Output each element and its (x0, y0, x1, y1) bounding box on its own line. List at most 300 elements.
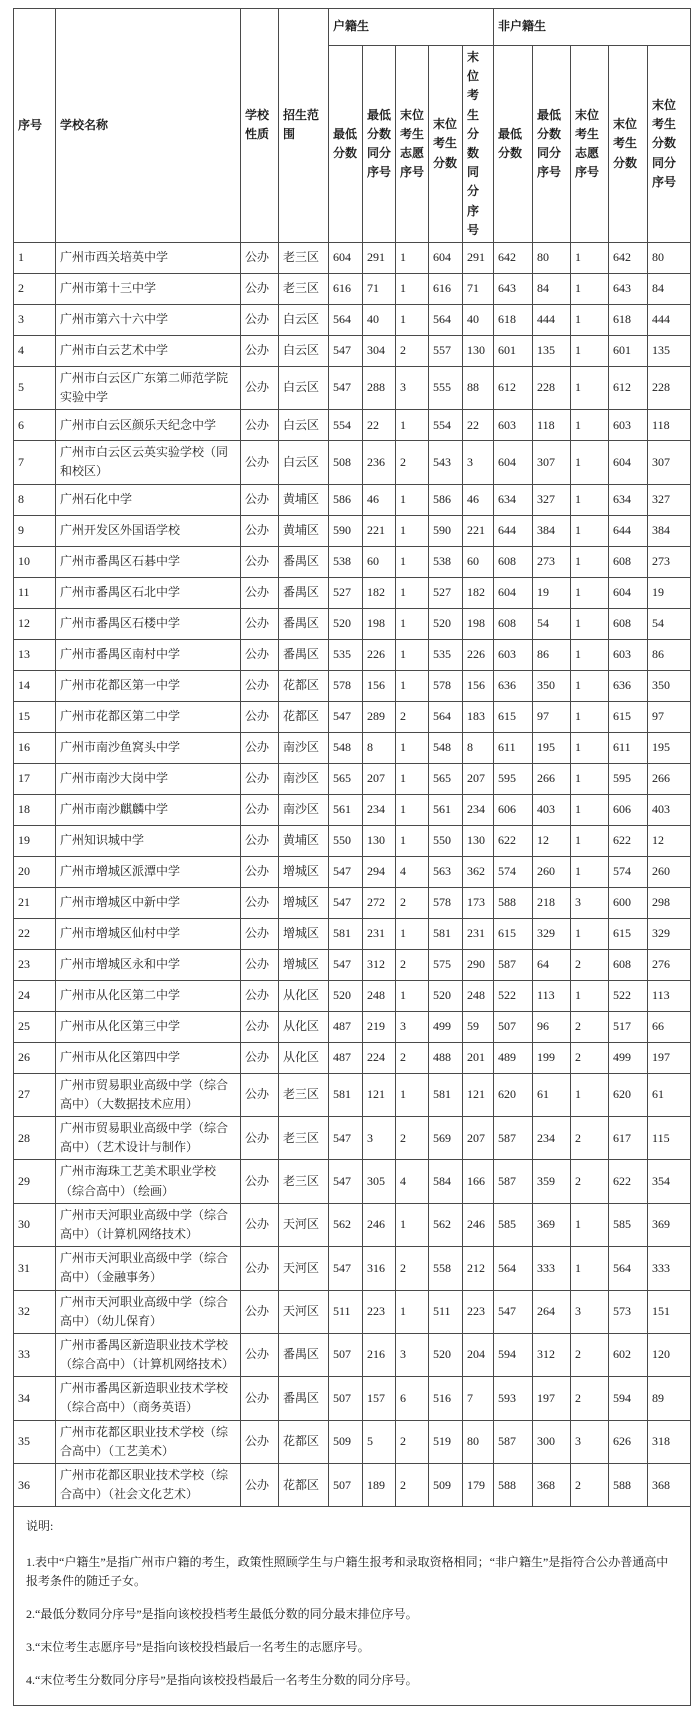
row-no-cell: 12 (14, 608, 56, 639)
school-name-cell: 广州市南沙麒麟中学 (56, 794, 241, 825)
score-cell: 616 (329, 273, 363, 304)
score-cell: 444 (533, 304, 571, 335)
school-nature-cell: 公办 (241, 1333, 279, 1376)
table-row (14, 980, 691, 1011)
score-cell: 1 (571, 918, 609, 949)
table-row (14, 732, 691, 763)
score-cell: 197 (533, 1377, 571, 1420)
school-name-cell: 广州市花都区第一中学 (56, 670, 241, 701)
score-cell: 616 (429, 273, 463, 304)
row-no-cell: 33 (14, 1333, 56, 1376)
score-cell: 80 (463, 1420, 494, 1463)
school-nature-cell: 公办 (241, 515, 279, 546)
row-no-cell: 7 (14, 441, 56, 484)
score-cell: 218 (533, 887, 571, 918)
score-cell: 118 (533, 410, 571, 441)
score-cell: 97 (648, 701, 691, 732)
score-cell: 564 (429, 304, 463, 335)
school-name-cell: 广州市番禺区石碁中学 (56, 546, 241, 577)
school-nature-cell: 公办 (241, 887, 279, 918)
score-cell: 135 (533, 335, 571, 366)
score-cell: 547 (329, 856, 363, 887)
school-nature-cell: 公办 (241, 1420, 279, 1463)
score-cell: 96 (533, 1011, 571, 1042)
enroll-scope-cell: 黄埔区 (279, 484, 329, 515)
school-name-cell: 广州市从化区第四中学 (56, 1042, 241, 1073)
score-cell: 403 (648, 794, 691, 825)
score-cell: 573 (609, 1290, 648, 1333)
score-cell: 60 (463, 546, 494, 577)
score-cell: 207 (463, 763, 494, 794)
score-cell: 593 (494, 1377, 533, 1420)
score-cell: 547 (329, 949, 363, 980)
score-cell: 135 (648, 335, 691, 366)
score-cell: 1 (396, 1073, 429, 1116)
score-cell: 644 (609, 515, 648, 546)
score-cell: 369 (648, 1203, 691, 1246)
score-cell: 604 (494, 441, 533, 484)
row-no-cell: 34 (14, 1377, 56, 1420)
table-row (14, 441, 691, 484)
score-cell: 1 (396, 273, 429, 304)
enroll-scope-cell: 增城区 (279, 949, 329, 980)
score-cell: 588 (609, 1464, 648, 1507)
score-cell: 369 (533, 1203, 571, 1246)
score-cell: 578 (429, 670, 463, 701)
score-cell: 113 (648, 980, 691, 1011)
enroll-scope-cell: 增城区 (279, 918, 329, 949)
enroll-scope-cell: 南沙区 (279, 732, 329, 763)
score-cell: 307 (648, 441, 691, 484)
enroll-scope-cell: 从化区 (279, 1042, 329, 1073)
score-cell: 61 (648, 1073, 691, 1116)
school-name-cell: 广州石化中学 (56, 484, 241, 515)
row-no-cell: 9 (14, 515, 56, 546)
score-cell: 578 (329, 670, 363, 701)
score-cell: 499 (609, 1042, 648, 1073)
enroll-scope-cell: 黄埔区 (279, 515, 329, 546)
score-cell: 590 (329, 515, 363, 546)
score-cell: 403 (533, 794, 571, 825)
score-cell: 1 (571, 732, 609, 763)
score-cell: 223 (363, 1290, 396, 1333)
score-cell: 1 (571, 273, 609, 304)
score-cell: 547 (329, 887, 363, 918)
score-cell: 608 (609, 608, 648, 639)
enroll-scope-cell: 花都区 (279, 1464, 329, 1507)
score-cell: 197 (648, 1042, 691, 1073)
score-cell: 12 (648, 825, 691, 856)
school-name-cell: 广州市贸易职业高级中学（综合高中）（艺术设计与制作） (56, 1117, 241, 1160)
score-cell: 509 (329, 1420, 363, 1463)
score-cell: 359 (533, 1160, 571, 1203)
score-cell: 2 (571, 1377, 609, 1420)
score-cell: 59 (463, 1011, 494, 1042)
row-no-cell: 36 (14, 1464, 56, 1507)
school-nature-cell: 公办 (241, 1290, 279, 1333)
score-cell: 89 (648, 1377, 691, 1420)
score-cell: 84 (533, 273, 571, 304)
score-cell: 617 (609, 1117, 648, 1160)
score-cell: 601 (609, 335, 648, 366)
score-cell: 236 (363, 441, 396, 484)
score-cell: 54 (533, 608, 571, 639)
row-no-cell: 8 (14, 484, 56, 515)
score-cell: 569 (429, 1117, 463, 1160)
row-no-cell: 32 (14, 1290, 56, 1333)
note-item-3: 3.“末位考生志愿序号”是指向该校投档最后一名考生的志愿序号。 (26, 1640, 370, 1655)
table-row (14, 1290, 691, 1333)
score-cell: 643 (609, 273, 648, 304)
score-cell: 120 (648, 1333, 691, 1376)
table-row (14, 484, 691, 515)
score-cell: 517 (609, 1011, 648, 1042)
score-cell: 626 (609, 1420, 648, 1463)
row-no-cell: 26 (14, 1042, 56, 1073)
score-cell: 97 (533, 701, 571, 732)
enroll-scope-cell: 花都区 (279, 701, 329, 732)
score-cell: 603 (494, 410, 533, 441)
table-row (14, 608, 691, 639)
score-cell: 594 (609, 1377, 648, 1420)
school-nature-cell: 公办 (241, 701, 279, 732)
score-cell: 603 (609, 410, 648, 441)
score-cell: 588 (494, 887, 533, 918)
score-cell: 198 (363, 608, 396, 639)
score-cell: 157 (363, 1377, 396, 1420)
score-cell: 620 (494, 1073, 533, 1116)
score-cell: 19 (648, 577, 691, 608)
score-cell: 234 (363, 794, 396, 825)
score-cell: 612 (494, 366, 533, 409)
enroll-scope-cell: 增城区 (279, 887, 329, 918)
score-cell: 266 (533, 763, 571, 794)
score-cell: 228 (533, 366, 571, 409)
score-cell: 604 (329, 242, 363, 273)
row-no-cell: 4 (14, 335, 56, 366)
table-footer (14, 1507, 691, 1705)
score-cell: 40 (363, 304, 396, 335)
score-cell: 608 (609, 546, 648, 577)
score-cell: 291 (463, 242, 494, 273)
score-cell: 290 (463, 949, 494, 980)
score-cell: 564 (329, 304, 363, 335)
score-cell: 1 (396, 515, 429, 546)
score-cell: 520 (329, 608, 363, 639)
score-cell: 522 (609, 980, 648, 1011)
score-cell: 3 (396, 1333, 429, 1376)
school-nature-cell: 公办 (241, 949, 279, 980)
score-cell: 511 (329, 1290, 363, 1333)
score-cell: 1 (396, 1203, 429, 1246)
enroll-scope-cell: 老三区 (279, 242, 329, 273)
score-cell: 557 (429, 335, 463, 366)
score-cell: 608 (494, 546, 533, 577)
school-nature-cell: 公办 (241, 1464, 279, 1507)
score-cell: 564 (609, 1247, 648, 1290)
score-cell: 1 (396, 546, 429, 577)
score-cell: 246 (363, 1203, 396, 1246)
score-cell: 516 (429, 1377, 463, 1420)
score-cell: 2 (396, 441, 429, 484)
score-cell: 1 (396, 639, 429, 670)
school-name-cell: 广州市增城区永和中学 (56, 949, 241, 980)
score-cell: 565 (429, 763, 463, 794)
score-cell: 511 (429, 1290, 463, 1333)
score-cell: 1 (396, 608, 429, 639)
score-cell: 2 (396, 701, 429, 732)
score-cell: 272 (363, 887, 396, 918)
score-cell: 198 (463, 608, 494, 639)
column-header-school-nature: 学校性质 (241, 9, 279, 243)
score-cell: 604 (494, 577, 533, 608)
table-row (14, 242, 691, 273)
score-cell: 2 (396, 1464, 429, 1507)
table-row (14, 1160, 691, 1203)
score-cell: 84 (648, 273, 691, 304)
score-cell: 612 (609, 366, 648, 409)
row-no-cell: 35 (14, 1420, 56, 1463)
score-cell: 350 (648, 670, 691, 701)
score-cell: 488 (429, 1042, 463, 1073)
enroll-scope-cell: 白云区 (279, 304, 329, 335)
score-cell: 305 (363, 1160, 396, 1203)
table-header (14, 9, 691, 243)
score-cell: 550 (429, 825, 463, 856)
table-row (14, 918, 691, 949)
table-row (14, 1247, 691, 1290)
row-no-cell: 29 (14, 1160, 56, 1203)
score-cell: 585 (494, 1203, 533, 1246)
school-nature-cell: 公办 (241, 794, 279, 825)
score-cell: 1 (396, 794, 429, 825)
score-cell: 291 (363, 242, 396, 273)
score-cell: 71 (463, 273, 494, 304)
table-row (14, 335, 691, 366)
score-cell: 2 (571, 1464, 609, 1507)
score-cell: 527 (429, 577, 463, 608)
score-cell: 231 (363, 918, 396, 949)
school-nature-cell: 公办 (241, 366, 279, 409)
score-cell: 1 (571, 1247, 609, 1290)
enroll-scope-cell: 天河区 (279, 1247, 329, 1290)
score-cell: 166 (463, 1160, 494, 1203)
table-row (14, 1333, 691, 1376)
school-nature-cell: 公办 (241, 1247, 279, 1290)
table-body (14, 242, 691, 1507)
school-nature-cell: 公办 (241, 304, 279, 335)
column-header-resident-last-score: 末位考生分数 (429, 46, 463, 243)
score-cell: 586 (429, 484, 463, 515)
score-cell: 604 (609, 441, 648, 484)
score-cell: 329 (533, 918, 571, 949)
score-cell: 538 (329, 546, 363, 577)
enroll-scope-cell: 番禺区 (279, 608, 329, 639)
score-cell: 312 (533, 1333, 571, 1376)
score-cell: 195 (648, 732, 691, 763)
score-cell: 216 (363, 1333, 396, 1376)
note-item-4: 4.“末位考生分数同分序号”是指向该校投档最后一名考生分数的同分序号。 (26, 1673, 418, 1688)
score-cell: 115 (648, 1117, 691, 1160)
score-cell: 489 (494, 1042, 533, 1073)
column-group-resident: 户籍生 (329, 9, 494, 46)
row-no-cell: 1 (14, 242, 56, 273)
score-cell: 384 (533, 515, 571, 546)
score-cell: 1 (571, 1203, 609, 1246)
score-cell: 130 (463, 825, 494, 856)
score-cell: 54 (648, 608, 691, 639)
row-no-cell: 10 (14, 546, 56, 577)
enroll-scope-cell: 番禺区 (279, 1377, 329, 1420)
score-cell: 368 (648, 1464, 691, 1507)
score-cell: 547 (329, 335, 363, 366)
score-cell: 60 (363, 546, 396, 577)
score-cell: 46 (363, 484, 396, 515)
school-name-cell: 广州市第六十六中学 (56, 304, 241, 335)
score-cell: 608 (494, 608, 533, 639)
score-cell: 604 (609, 577, 648, 608)
school-nature-cell: 公办 (241, 1377, 279, 1420)
school-nature-cell: 公办 (241, 1011, 279, 1042)
row-no-cell: 21 (14, 887, 56, 918)
row-no-cell: 6 (14, 410, 56, 441)
score-cell: 273 (533, 546, 571, 577)
score-cell: 1 (396, 410, 429, 441)
table-row (14, 546, 691, 577)
table-row (14, 949, 691, 980)
score-cell: 487 (329, 1011, 363, 1042)
score-cell: 581 (429, 918, 463, 949)
table-row (14, 577, 691, 608)
table-row (14, 1377, 691, 1420)
school-nature-cell: 公办 (241, 546, 279, 577)
score-cell: 564 (429, 701, 463, 732)
score-cell: 634 (609, 484, 648, 515)
column-group-non-resident: 非户籍生 (494, 9, 691, 46)
row-no-cell: 20 (14, 856, 56, 887)
score-cell: 80 (533, 242, 571, 273)
score-cell: 563 (429, 856, 463, 887)
school-nature-cell: 公办 (241, 732, 279, 763)
column-header-no: 序号 (14, 9, 56, 243)
table-row (14, 763, 691, 794)
enroll-scope-cell: 天河区 (279, 1290, 329, 1333)
school-nature-cell: 公办 (241, 1117, 279, 1160)
score-cell: 507 (329, 1464, 363, 1507)
school-name-cell: 广州市白云艺术中学 (56, 335, 241, 366)
score-cell: 8 (363, 732, 396, 763)
score-cell: 300 (533, 1420, 571, 1463)
score-cell: 507 (329, 1377, 363, 1420)
enroll-scope-cell: 老三区 (279, 1160, 329, 1203)
table-row (14, 1011, 691, 1042)
school-nature-cell: 公办 (241, 335, 279, 366)
score-cell: 294 (363, 856, 396, 887)
score-cell: 2 (571, 1011, 609, 1042)
score-cell: 384 (648, 515, 691, 546)
note-item-2: 2.“最低分数同分序号”是指向该校投档考生最低分数的同分最末排位序号。 (26, 1606, 418, 1621)
score-cell: 565 (329, 763, 363, 794)
column-header-resident-min-score-tie-no: 最低分数同分序号 (363, 46, 396, 243)
school-name-cell: 广州市增城区中新中学 (56, 887, 241, 918)
school-nature-cell: 公办 (241, 484, 279, 515)
score-cell: 3 (571, 1290, 609, 1333)
score-cell: 118 (648, 410, 691, 441)
row-no-cell: 15 (14, 701, 56, 732)
score-cell: 602 (609, 1333, 648, 1376)
score-cell: 604 (429, 242, 463, 273)
score-cell: 1 (571, 856, 609, 887)
score-cell: 226 (363, 639, 396, 670)
score-cell: 1 (571, 639, 609, 670)
score-cell: 8 (463, 732, 494, 763)
school-name-cell: 广州市天河职业高级中学（综合高中）（计算机网络技术） (56, 1203, 241, 1246)
row-no-cell: 5 (14, 366, 56, 409)
score-cell: 362 (463, 856, 494, 887)
score-cell: 219 (363, 1011, 396, 1042)
column-header-resident-min-score: 最低分数 (329, 46, 363, 243)
column-header-resident-last-score-tie-no: 末位考生分数同分序号 (463, 46, 494, 243)
table-row (14, 856, 691, 887)
school-nature-cell: 公办 (241, 980, 279, 1011)
score-cell: 288 (363, 366, 396, 409)
enroll-scope-cell: 老三区 (279, 1117, 329, 1160)
score-cell: 606 (609, 794, 648, 825)
note-item-1: 1.表中“户籍生”是指广州市户籍的考生，政策性照顾学生与户籍生报考和录取资格相同；“非户籍生”是指符合公办普通高中报考条件的随迁子女。 (26, 1554, 669, 1588)
score-cell: 622 (494, 825, 533, 856)
score-cell: 508 (329, 441, 363, 484)
score-cell: 1 (396, 242, 429, 273)
enroll-scope-cell: 花都区 (279, 1420, 329, 1463)
score-cell: 509 (429, 1464, 463, 1507)
row-no-cell: 14 (14, 670, 56, 701)
score-cell: 1 (571, 701, 609, 732)
enroll-scope-cell: 南沙区 (279, 763, 329, 794)
score-cell: 575 (429, 949, 463, 980)
table-row (14, 304, 691, 335)
score-cell: 199 (533, 1042, 571, 1073)
score-cell: 574 (494, 856, 533, 887)
score-cell: 603 (494, 639, 533, 670)
score-cell: 1 (571, 242, 609, 273)
score-cell: 3 (396, 366, 429, 409)
score-cell: 581 (329, 1073, 363, 1116)
school-name-cell: 广州市白云区颜乐天纪念中学 (56, 410, 241, 441)
score-cell: 173 (463, 887, 494, 918)
score-cell: 368 (533, 1464, 571, 1507)
table-row (14, 1117, 691, 1160)
table-row (14, 639, 691, 670)
score-cell: 1 (396, 918, 429, 949)
table-row (14, 366, 691, 409)
score-cell: 121 (363, 1073, 396, 1116)
score-cell: 2 (396, 1042, 429, 1073)
score-cell: 156 (363, 670, 396, 701)
column-header-non-resident-min-score: 最低分数 (494, 46, 533, 243)
score-cell: 61 (533, 1073, 571, 1116)
enroll-scope-cell: 增城区 (279, 856, 329, 887)
score-cell: 1 (571, 825, 609, 856)
school-name-cell: 广州市海珠工艺美术职业学校（综合高中）（绘画） (56, 1160, 241, 1203)
notes-section (14, 1507, 691, 1705)
score-cell: 312 (363, 949, 396, 980)
score-cell: 520 (429, 608, 463, 639)
score-cell: 615 (494, 918, 533, 949)
score-cell: 298 (648, 887, 691, 918)
score-cell: 3 (396, 1011, 429, 1042)
row-no-cell: 31 (14, 1247, 56, 1290)
score-cell: 354 (648, 1160, 691, 1203)
